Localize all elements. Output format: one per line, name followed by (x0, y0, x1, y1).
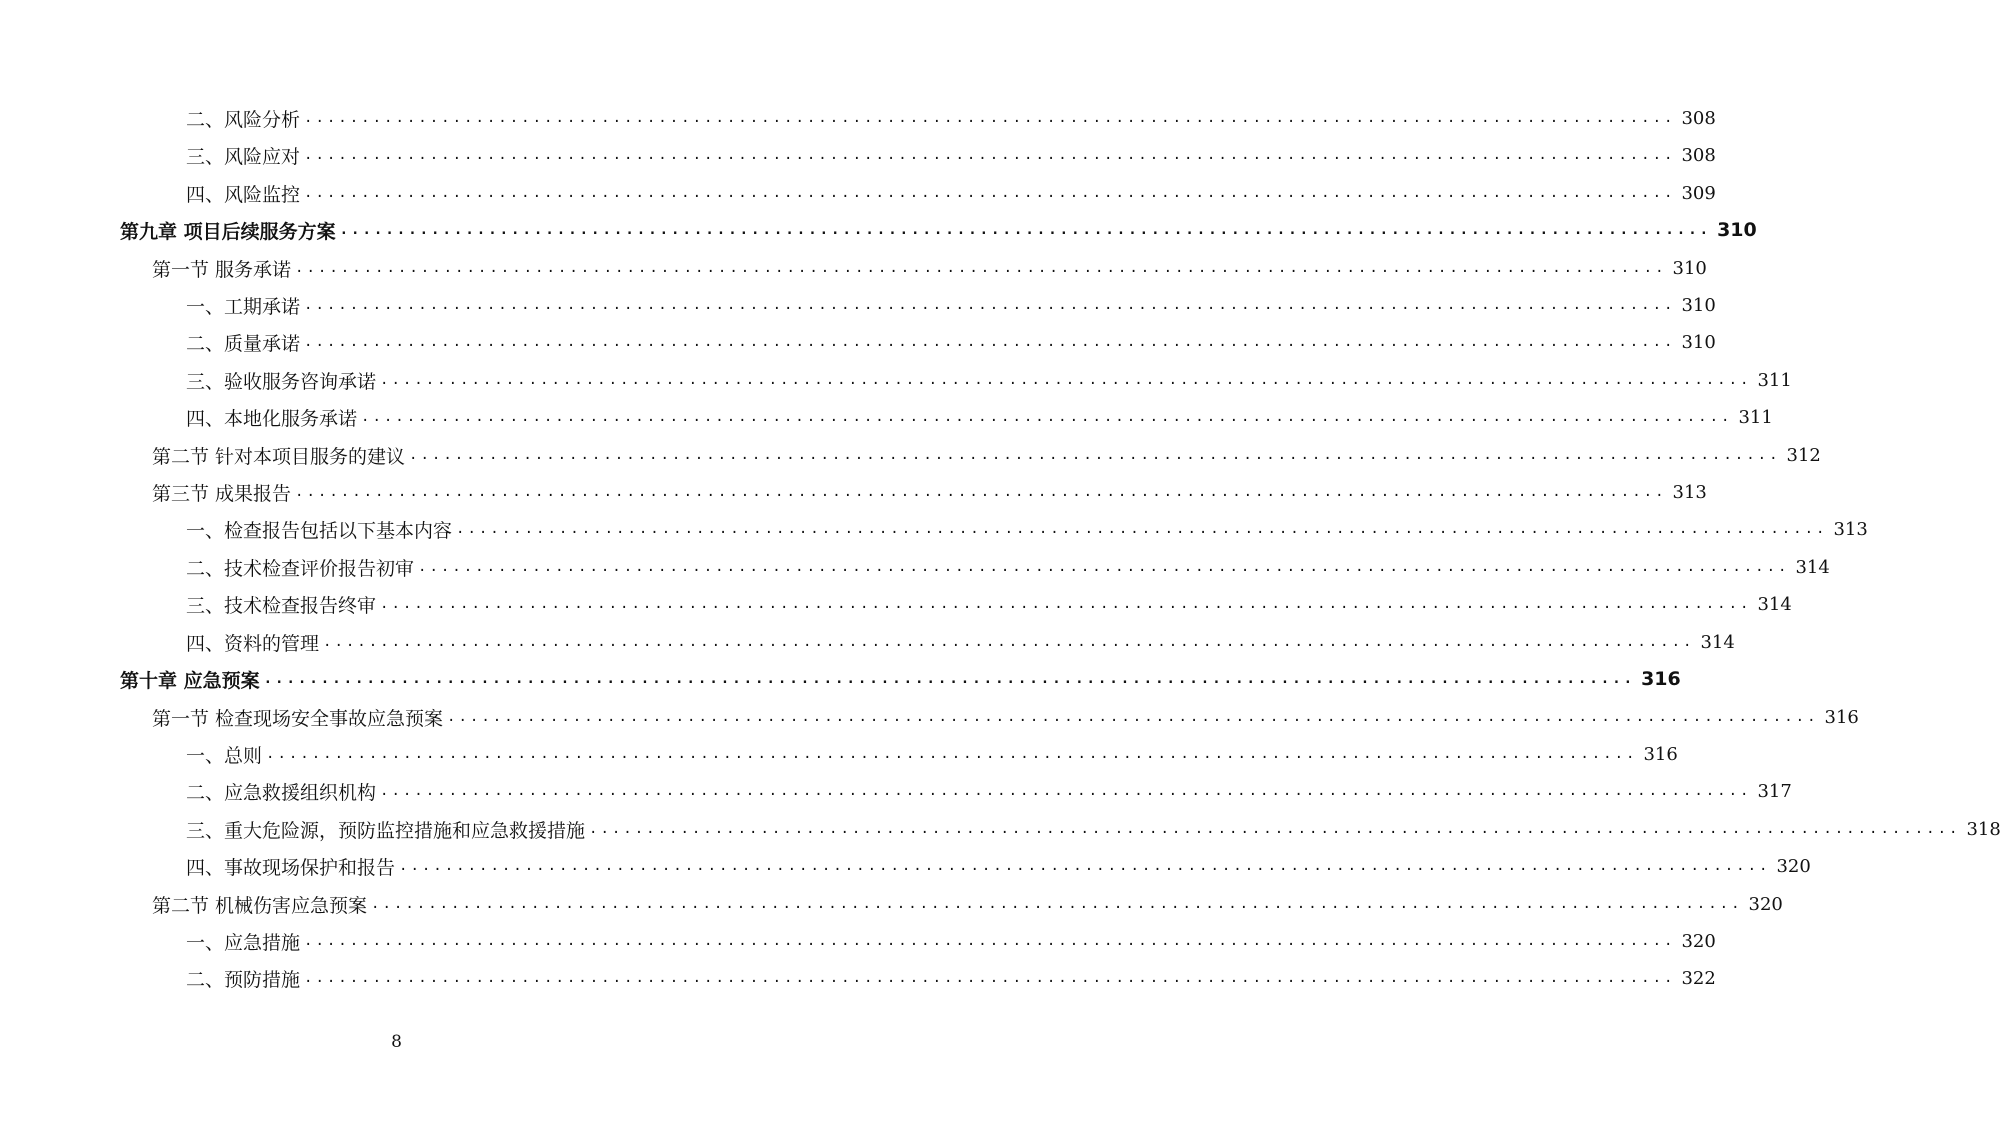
toc-entry[interactable] (186, 960, 1716, 996)
dot-leader: ........................................................................................................................ (456, 521, 1828, 537)
dot-leader: ........................................................................................................................ (380, 372, 1752, 388)
toc-entry-page: 316 (1641, 668, 1681, 690)
toc-entry-page: 312 (1786, 444, 1821, 466)
dot-leader: ........................................................................................................................ (263, 671, 1636, 687)
toc-entry-title: 四、本地化服务承诺 (186, 407, 358, 430)
toc-entry-page: 317 (1757, 780, 1792, 802)
dot-leader: ........................................................................................................................ (361, 409, 1733, 425)
toc-entry-page: 310 (1681, 331, 1716, 353)
toc-entry[interactable] (186, 100, 1716, 136)
dot-leader: ........................................................................................................................ (380, 596, 1752, 612)
toc-entry-title: 第二节 针对本项目服务的建议 (152, 445, 406, 468)
toc-entry-page: 316 (1824, 706, 1859, 728)
dot-leader: ........................................................................................................................ (339, 222, 1712, 238)
toc-entry[interactable] (186, 287, 1716, 323)
toc-entry[interactable] (186, 324, 1716, 360)
toc-entry[interactable] (186, 549, 1830, 585)
toc-entry[interactable] (186, 773, 1792, 809)
toc-entry[interactable] (186, 586, 1792, 622)
dot-leader: ........................................................................................................................ (304, 933, 1676, 949)
toc-entry[interactable] (186, 362, 1792, 398)
page-number: 8 (391, 1032, 402, 1052)
toc-entry-title: 第九章 项目后续服务方案 (120, 220, 336, 243)
toc-entry-page: 318 (1966, 818, 2001, 840)
toc-entry[interactable] (186, 137, 1716, 173)
toc-entry-page: 314 (1795, 556, 1830, 578)
dot-leader: ........................................................................................................................ (589, 821, 1961, 837)
dot-leader: ........................................................................................................................ (266, 746, 1638, 762)
toc-entry-title: 第十章 应急预案 (120, 669, 260, 692)
toc-entry-title: 第三节 成果报告 (152, 482, 292, 505)
dot-leader: ........................................................................................................................ (304, 185, 1676, 201)
dot-leader: ........................................................................................................................ (295, 260, 1667, 276)
toc-entry-page: 313 (1672, 481, 1707, 503)
toc-entry-title: 二、应急救援组织机构 (186, 781, 377, 804)
toc-entry-page: 311 (1757, 369, 1792, 391)
toc-entry-title: 一、工期承诺 (186, 295, 301, 318)
toc-entry-page: 308 (1681, 144, 1716, 166)
toc-entry-title: 第一节 检查现场安全事故应急预案 (152, 707, 444, 730)
toc-entry[interactable] (120, 212, 1757, 248)
toc-entry-title: 三、风险应对 (186, 145, 301, 168)
toc-entry-page: 320 (1681, 930, 1716, 952)
toc-entry[interactable] (152, 474, 1707, 510)
toc-entry-title: 一、应急措施 (186, 931, 301, 954)
toc-entry-title: 三、验收服务咨询承诺 (186, 370, 377, 393)
toc-entry[interactable] (186, 923, 1716, 959)
toc-entry-title: 第二节 机械伤害应急预案 (152, 894, 368, 917)
toc-entry-page: 310 (1717, 219, 1757, 241)
dot-leader: ........................................................................................................................ (399, 858, 1771, 874)
dot-leader: ........................................................................................................................ (371, 896, 1743, 912)
toc-entry-title: 一、检查报告包括以下基本内容 (186, 519, 453, 542)
toc-entry[interactable] (152, 699, 1859, 735)
toc-entry[interactable] (152, 437, 1821, 473)
dot-leader: ........................................................................................................................ (409, 447, 1781, 463)
toc-entry-title: 二、风险分析 (186, 108, 301, 131)
toc-entry-page: 313 (1833, 518, 1868, 540)
toc-entry-page: 314 (1757, 593, 1792, 615)
toc-entry[interactable] (152, 250, 1707, 286)
toc-entry-page: 309 (1681, 182, 1716, 204)
toc-entry-title: 三、重大危险源，预防监控措施和应急救援措施 (186, 819, 586, 842)
dot-leader: ........................................................................................................................ (447, 709, 1819, 725)
toc-entry-page: 314 (1700, 631, 1735, 653)
dot-leader: ........................................................................................................................ (418, 559, 1790, 575)
toc-entry-title: 三、技术检查报告终审 (186, 594, 377, 617)
toc-entry[interactable] (186, 399, 1773, 435)
toc-entry[interactable] (186, 624, 1735, 660)
toc-entry-title: 二、技术检查评价报告初审 (186, 557, 415, 580)
toc-entry-title: 第一节 服务承诺 (152, 258, 292, 281)
dot-leader: ........................................................................................................................ (380, 783, 1752, 799)
toc-entry[interactable] (186, 175, 1716, 211)
toc-entry-page: 320 (1776, 855, 1811, 877)
toc-entry[interactable] (186, 811, 2001, 847)
toc-entry-title: 二、预防措施 (186, 968, 301, 991)
toc-entry-page: 320 (1748, 893, 1783, 915)
toc-entry[interactable] (120, 661, 1681, 697)
toc-entry[interactable] (152, 886, 1783, 922)
dot-leader: ........................................................................................................................ (304, 297, 1676, 313)
toc-entry-page: 308 (1681, 107, 1716, 129)
dot-leader: ........................................................................................................................ (295, 484, 1667, 500)
toc-entry-page: 310 (1672, 257, 1707, 279)
toc-entry-page: 316 (1643, 743, 1678, 765)
toc-entry-title: 四、风险监控 (186, 183, 301, 206)
dot-leader: ........................................................................................................................ (323, 634, 1695, 650)
dot-leader: ........................................................................................................................ (304, 334, 1676, 350)
toc-entry-title: 四、资料的管理 (186, 632, 320, 655)
toc-entry[interactable] (186, 511, 1868, 547)
toc-entry-title: 四、事故现场保护和报告 (186, 856, 396, 879)
toc-entry-page: 311 (1738, 406, 1773, 428)
toc-entry[interactable] (186, 736, 1678, 772)
toc-entry-title: 二、质量承诺 (186, 332, 301, 355)
toc-entry-title: 一、总则 (186, 744, 263, 767)
dot-leader: ........................................................................................................................ (304, 970, 1676, 986)
dot-leader: ........................................................................................................................ (304, 147, 1676, 163)
toc-entry-page: 322 (1681, 967, 1716, 989)
dot-leader: ........................................................................................................................ (304, 110, 1676, 126)
toc-entry[interactable] (186, 848, 1811, 884)
toc-entry-page: 310 (1681, 294, 1716, 316)
